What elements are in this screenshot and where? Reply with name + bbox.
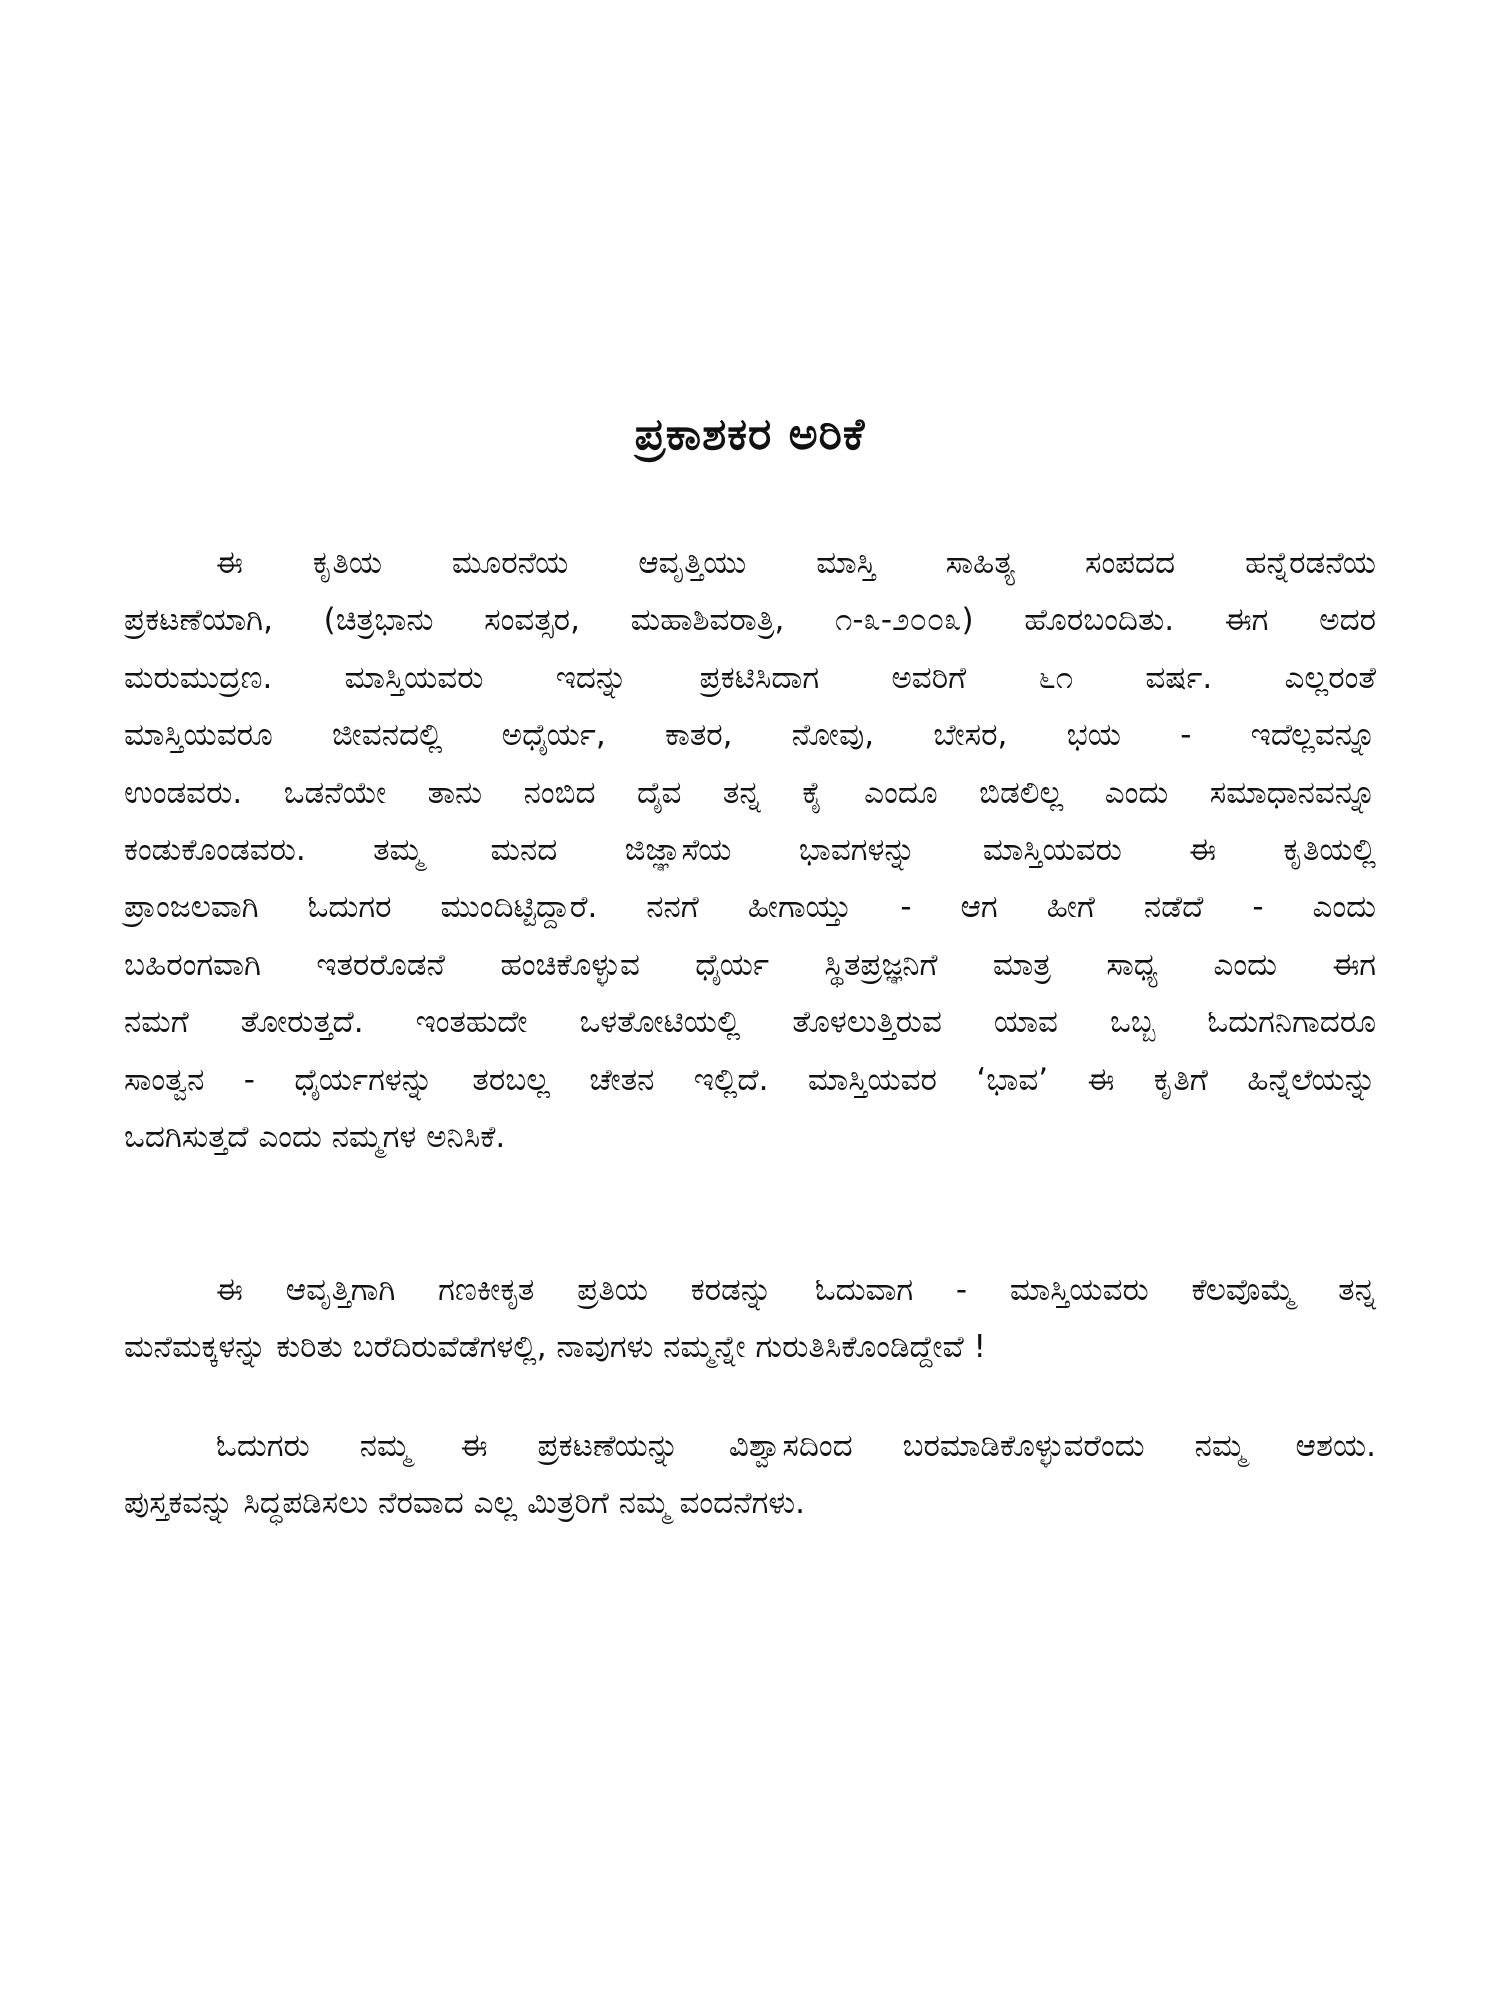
text-line: ಬಹಿರಂಗವಾಗಿ ಇತರರೊಡನೆ ಹಂಚಿಕೊಳ್ಳುವ ಧೈರ್ಯ ಸ್ಥಿತಪ್ರಜ್ಞನಿಗೆ ಮಾತ್ರ ಸಾಧ್ಯ ಎಂದು ಈಗ: [124, 946, 1376, 983]
text-line: ಈ ಕೃತಿಯ ಮೂರನೆಯ ಆವೃತ್ತಿಯು ಮಾಸ್ತಿ ಸಾಹಿತ್ಯ ಸಂಪದದ ಹನ್ನೆರಡನೆಯ: [216, 545, 1376, 581]
text-line: ಪುಸ್ತಕವನ್ನು ಸಿದ್ಧಪಡಿಸಲು ನೆರವಾದ ಎಲ್ಲ ಮಿತ್ರರಿಗೆ ನಮ್ಮ ವಂದನೆಗಳು.: [124, 1485, 805, 1522]
text-line: ನಮಗೆ ತೋರುತ್ತದೆ. ಇಂತಹುದೇ ಒಳತೋಟಿಯಲ್ಲಿ ತೊಳಲುತ್ತಿರುವ ಯಾವ ಒಬ್ಬ ಓದುಗನಿಗಾದರೂ: [124, 1004, 1376, 1041]
text-line: ಓದುಗರು ನಮ್ಮ ಈ ಪ್ರಕಟಣೆಯನ್ನು ವಿಶ್ವಾಸದಿಂದ ಬರಮಾಡಿಕೊಳ್ಳುವರೆಂದು ನಮ್ಮ ಆಶಯ.: [216, 1428, 1376, 1464]
paragraph-2: [124, 1262, 1376, 1377]
paragraph-1: [124, 535, 1376, 1166]
text-line: ಮಾಸ್ತಿಯವರೂ ಜೀವನದಲ್ಲಿ ಅಧೈರ್ಯ, ಕಾತರ, ನೋವು, ಬೇಸರ, ಭಯ - ಇದೆಲ್ಲವನ್ನೂ: [124, 717, 1376, 754]
text-line: ಪ್ರಾಂಜಲವಾಗಿ ಓದುಗರ ಮುಂದಿಟ್ಟಿದ್ದಾರೆ. ನನಗೆ ಹೀಗಾಯ್ತು - ಆಗ ಹೀಗೆ ನಡೆದೆ - ಎಂದು: [124, 889, 1376, 926]
text-line: ಸಾಂತ್ವನ - ಧೈರ್ಯಗಳನ್ನು ತರಬಲ್ಲ ಚೇತನ ಇಲ್ಲಿದೆ. ಮಾಸ್ತಿಯವರ ‘ಭಾವ’ ಈ ಕೃತಿಗೆ ಹಿನ್ನೆಲೆಯನ್ನು: [124, 1061, 1376, 1098]
text-line: ಕಂಡುಕೊಂಡವರು. ತಮ್ಮ ಮನದ ಜಿಜ್ಞಾಸೆಯ ಭಾವಗಳನ್ನು ಮಾಸ್ತಿಯವರು ಈ ಕೃತಿಯಲ್ಲಿ: [124, 831, 1376, 868]
text-line: ಪ್ರಕಟಣೆಯಾಗಿ, (ಚಿತ್ರಭಾನು ಸಂವತ್ಸರ, ಮಹಾಶಿವರಾತ್ರಿ, ೧-೩-೨೦೦೩) ಹೊರಬಂದಿತು. ಈಗ ಅದರ: [124, 602, 1376, 639]
page-title: ಪ್ರಕಾಶಕರ ಅರಿಕೆ: [634, 409, 866, 460]
text-line: ಉಂಡವರು. ಒಡನೆಯೇ ತಾನು ನಂಬಿದ ದೈವ ತನ್ನ ಕೈ ಎಂದೂ ಬಿಡಲಿಲ್ಲ ಎಂದು ಸಮಾಧಾನವನ್ನೂ: [124, 774, 1376, 811]
text-line: ಒದಗಿಸುತ್ತದೆ ಎಂದು ನಮ್ಮಗಳ ಅನಿಸಿಕೆ.: [124, 1118, 506, 1155]
text-line: ಈ ಆವೃತ್ತಿಗಾಗಿ ಗಣಕೀಕೃತ ಪ್ರತಿಯ ಕರಡನ್ನು ಓದುವಾಗ - ಮಾಸ್ತಿಯವರು ಕೆಲವೊಮ್ಮೆ ತನ್ನ: [216, 1272, 1376, 1308]
text-line: ಮರುಮುದ್ರಣ. ಮಾಸ್ತಿಯವರು ಇದನ್ನು ಪ್ರಕಟಿಸಿದಾಗ ಅವರಿಗೆ ೬೧ ವರ್ಷ. ಎಲ್ಲರಂತೆ: [124, 659, 1376, 696]
text-line: ಮನೆಮಕ್ಕಳನ್ನು ಕುರಿತು ಬರೆದಿರುವೆಡೆಗಳಲ್ಲಿ, ನಾವುಗಳು ನಮ್ಮನ್ನೇ ಗುರುತಿಸಿಕೊಂಡಿದ್ದೇವೆ !: [124, 1329, 986, 1366]
paragraph-3: [124, 1418, 1376, 1533]
